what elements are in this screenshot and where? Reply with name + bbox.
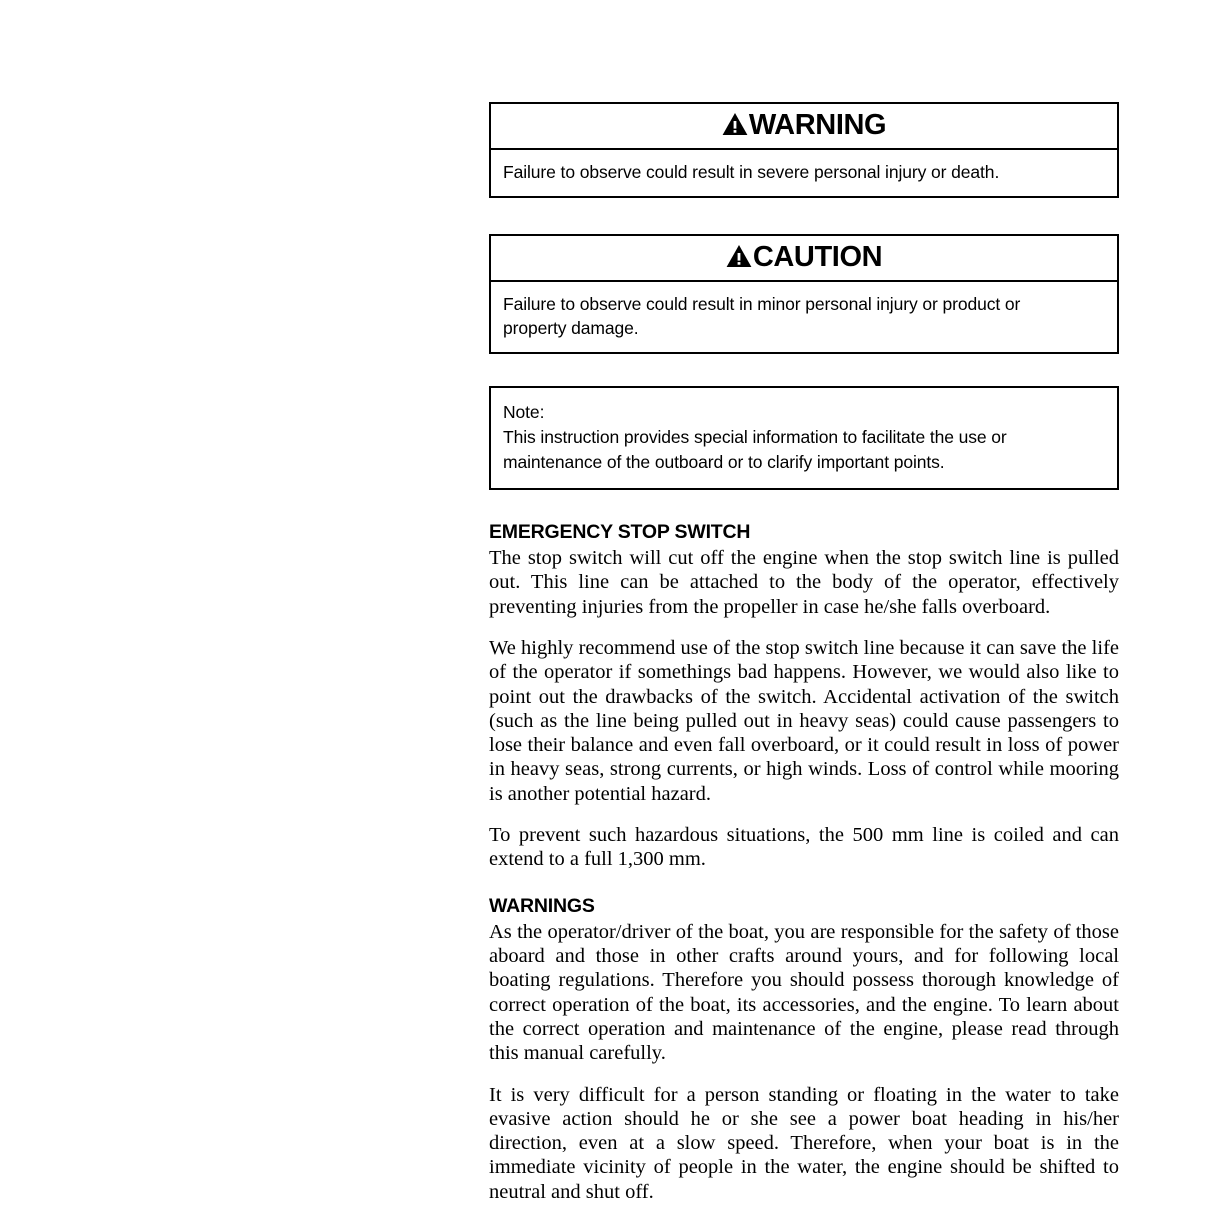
callout-spacer bbox=[489, 490, 1119, 520]
note-callout-body-line: This instruction provides special information to facilitate the use or bbox=[503, 427, 1007, 448]
warning-callout-header bbox=[491, 104, 1117, 150]
content-column bbox=[489, 102, 1119, 1204]
warning-callout-body-line: Failure to observe could result in severe personal injury or death. bbox=[503, 161, 1000, 182]
note-callout-box bbox=[489, 386, 1119, 490]
caution-callout-body bbox=[491, 282, 1117, 353]
section-heading: WARNINGS bbox=[489, 894, 595, 917]
caution-callout-body-line: property damage. bbox=[503, 318, 639, 339]
paragraph: The stop switch will cut off the engine when the stop switch line is pulled out. This line can be attached to the body of the operator, effectively preventing injuries from the propeller in case he/she falls overboard. bbox=[489, 547, 1119, 618]
callout-spacer bbox=[489, 354, 1119, 386]
warning-callout-body bbox=[491, 150, 1117, 196]
paragraph: It is very difficult for a person standing or floating in the water to take evasive action should he or she see a power boat heading in his/her direction, even at a slow speed. Therefore, when your boat is in the immediate vicinity of people in the water, the engine should be shifted to neutral and shut off. bbox=[489, 1083, 1119, 1203]
paragraph: As the operator/driver of the boat, you are responsible for the safety of those aboard and those in other crafts around yours, and for following local boating regulations. Therefore you should possess thorough knowledge of correct operation of the boat, its accessories, and the engine. To learn about the correct operation and maintenance of the engine, please read through this manual carefully. bbox=[489, 920, 1119, 1065]
callout-spacer bbox=[489, 198, 1119, 234]
warning-callout-title: WARNING bbox=[748, 108, 887, 141]
note-callout-body-line: maintenance of the outboard or to clarify important points. bbox=[503, 451, 945, 472]
caution-callout-title: CAUTION bbox=[752, 240, 883, 273]
warning-triangle-icon bbox=[726, 244, 752, 268]
warning-callout-box bbox=[489, 102, 1119, 198]
caution-callout-body-line: Failure to observe could result in minor personal injury or product or bbox=[503, 293, 1021, 314]
warning-triangle-icon bbox=[722, 112, 748, 136]
paragraph: To prevent such hazardous situations, the 500 mm line is coiled and can extend to a full 1,300 mm. bbox=[489, 823, 1119, 871]
paragraph: We highly recommend use of the stop switch line because it can save the life of the operator if somethings bad happens. However, we would also like to point out the drawbacks of the switch. Accidental activation of the switch (such as the line being pulled out in heavy seas) could cause passengers to lose their balance and even fall overboard, or it could result in loss of power in heavy seas, strong currents, or high winds. Loss of control while mooring is another potential hazard. bbox=[489, 636, 1119, 805]
caution-callout-box bbox=[489, 234, 1119, 355]
note-callout-label: Note: bbox=[503, 402, 545, 423]
section-warnings bbox=[489, 894, 1119, 1204]
section-heading: EMERGENCY STOP SWITCH bbox=[489, 520, 751, 543]
section-emergency-stop-switch bbox=[489, 520, 1119, 872]
note-callout-body bbox=[491, 388, 1117, 488]
caution-callout-header bbox=[491, 236, 1117, 282]
